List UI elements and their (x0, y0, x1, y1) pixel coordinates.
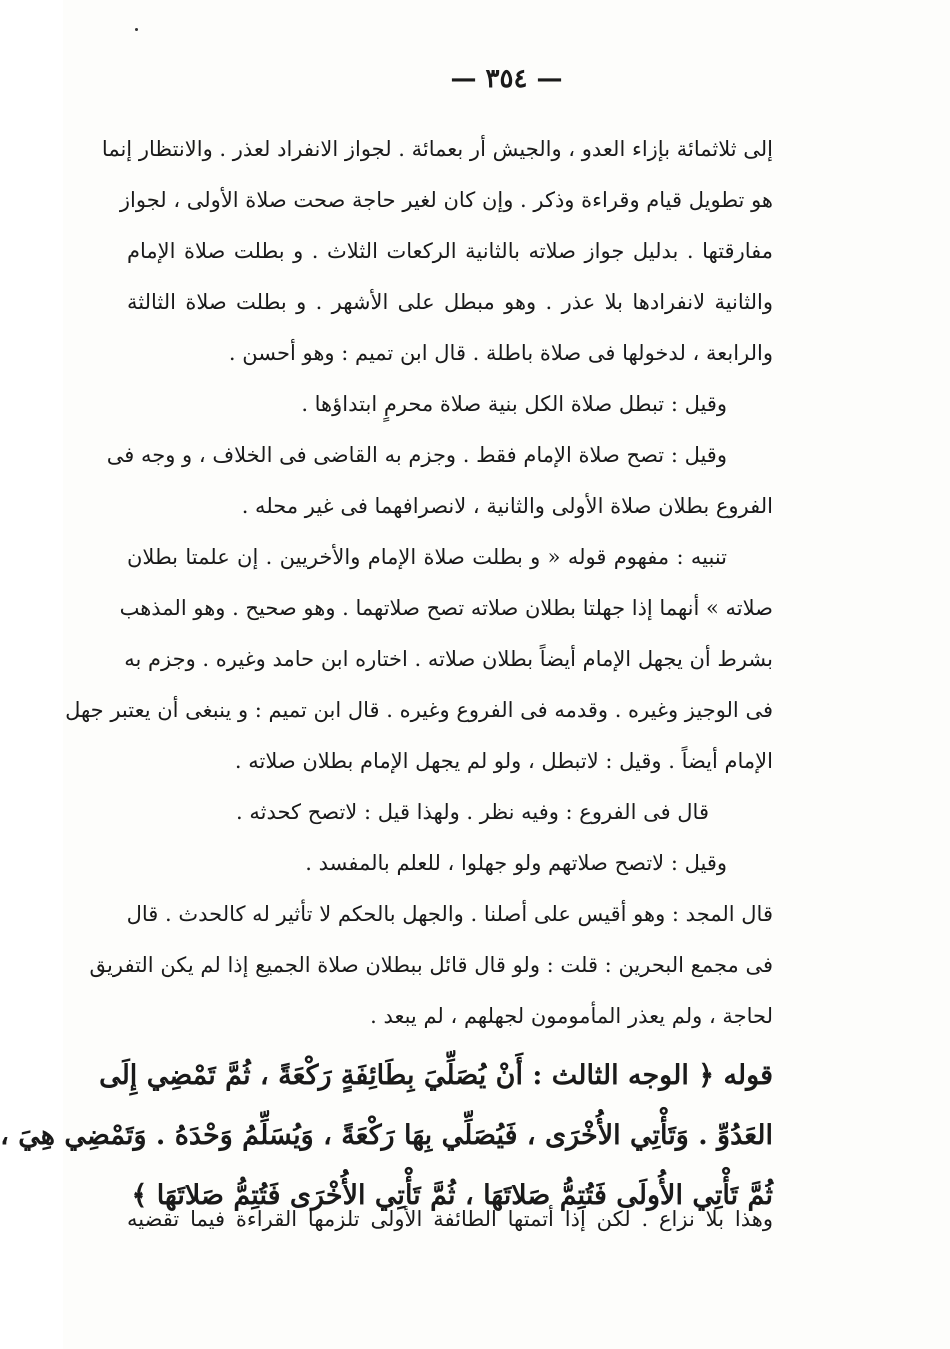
text-line: صلاته » أنهما إذا جهلتا بطلان صلاته تصح صلاتهما . وهو صحيح . وهو المذهب (119, 596, 773, 620)
paragraph-lines (65, 124, 773, 1042)
text-line: وقيل : تبطل صلاة الكل بنية صلاة محرمٍ ابتداؤها . (301, 392, 727, 416)
text-line: الإمام أيضاً . وقيل : لاتبطل ، ولو لم يجهل الإمام بطلان صلاته . (234, 749, 773, 773)
page-number: — ٣٥٤ — (450, 64, 563, 94)
text-line: فى مجمع البحرين : قلت : ولو قال قائل ببطلان صلاة الجميع إذا لم يكن التفريق (89, 953, 773, 977)
matn-line: العَدُوِّ . وَتَأْتِي الأُخْرَى ، فَيُصَلِّي بِهَا رَكْعَةً ، وَيُسَلِّمُ وَحْدَهُ . وَتَمْضِي هِيَ ، (0, 1120, 773, 1151)
closing-line: وهذا بلا نزاع . لكن إذا أتمتها الطائفة الأولى تلزمها القراءة فيما تقضيه (127, 1207, 773, 1231)
text-line: وقيل : تصح صلاة الإمام فقط . وجزم به القاضى فى الخلاف ، و وجه فى (106, 443, 727, 467)
text-line: فى الوجيز وغيره . وقدمه فى الفروع وغيره . قال ابن تميم : و ينبغى أن يعتبر جهل (65, 698, 773, 722)
text-line: إلى ثلاثمائة بإزاء العدو ، والجيش أر بعمائة . لجواز الانفراد لعذر . والانتظار إنما (101, 137, 773, 161)
matn-line: قوله ﴿ الوجه الثالث : أَنْ يُصَلِّيَ بِطَائِفَةٍ رَكْعَةً ، ثُمَّ تَمْضِي إِلَى (99, 1060, 773, 1091)
text-line: والثانية لانفرادها بلا عذر . وهو مبطل على الأشهر . و بطلت صلاة الثالثة (127, 290, 773, 314)
closing-text (127, 1194, 773, 1245)
text-line: قال فى الفروع : وفيه نظر . ولهذا قيل : لاتصح كحدثه . (235, 800, 709, 824)
text-line: بشرط أن يجهل الإمام أيضاً بطلان صلاته . اختاره ابن حامد وغيره . وجزم به (124, 647, 773, 671)
text-line: هو تطويل قيام وقراءة وذكر . وإن كان لغير حاجة صحت صلاة الأولى ، لجواز (119, 188, 773, 212)
matn-line: ثُمَّ تَأْتِي الأُولَى فَتُتِمُّ صَلاتَهَا ، ثُمَّ تَأْتِي الأُخْرَى فَتُتِمُّ صَلاتَهَا ﴾ (131, 1180, 773, 1211)
speck-mark (135, 28, 138, 31)
text-line: والرابعة ، لدخولها فى صلاة باطلة . قال ابن تميم : وهو أحسن . (228, 341, 773, 365)
text-line: وقيل : لاتصح صلاتهم ولو جهلوا ، للعلم بالمفسد . (305, 851, 727, 875)
text-line: مفارقتها . بدليل جواز صلاته بالثانية الركعات الثلاث . و بطلت صلاة الإمام (127, 239, 773, 263)
commentary-text (0, 124, 773, 1226)
text-line: قال المجد : وهو أقيس على أصلنا . والجهل بالحكم لا تأثير له كالحدث . قال (126, 902, 773, 926)
text-line: لحاجة ، ولم يعذر المأمومون لجهلهم ، لم يبعد . (370, 1004, 773, 1028)
text-line: الفروع بطلان صلاة الأولى والثانية ، لانصرافهما فى غير محله . (241, 494, 773, 518)
note-line: تنبيه : مفهوم قوله « و بطلت صلاة الإمام والأخريين . إن علمتا بطلان (127, 545, 727, 569)
